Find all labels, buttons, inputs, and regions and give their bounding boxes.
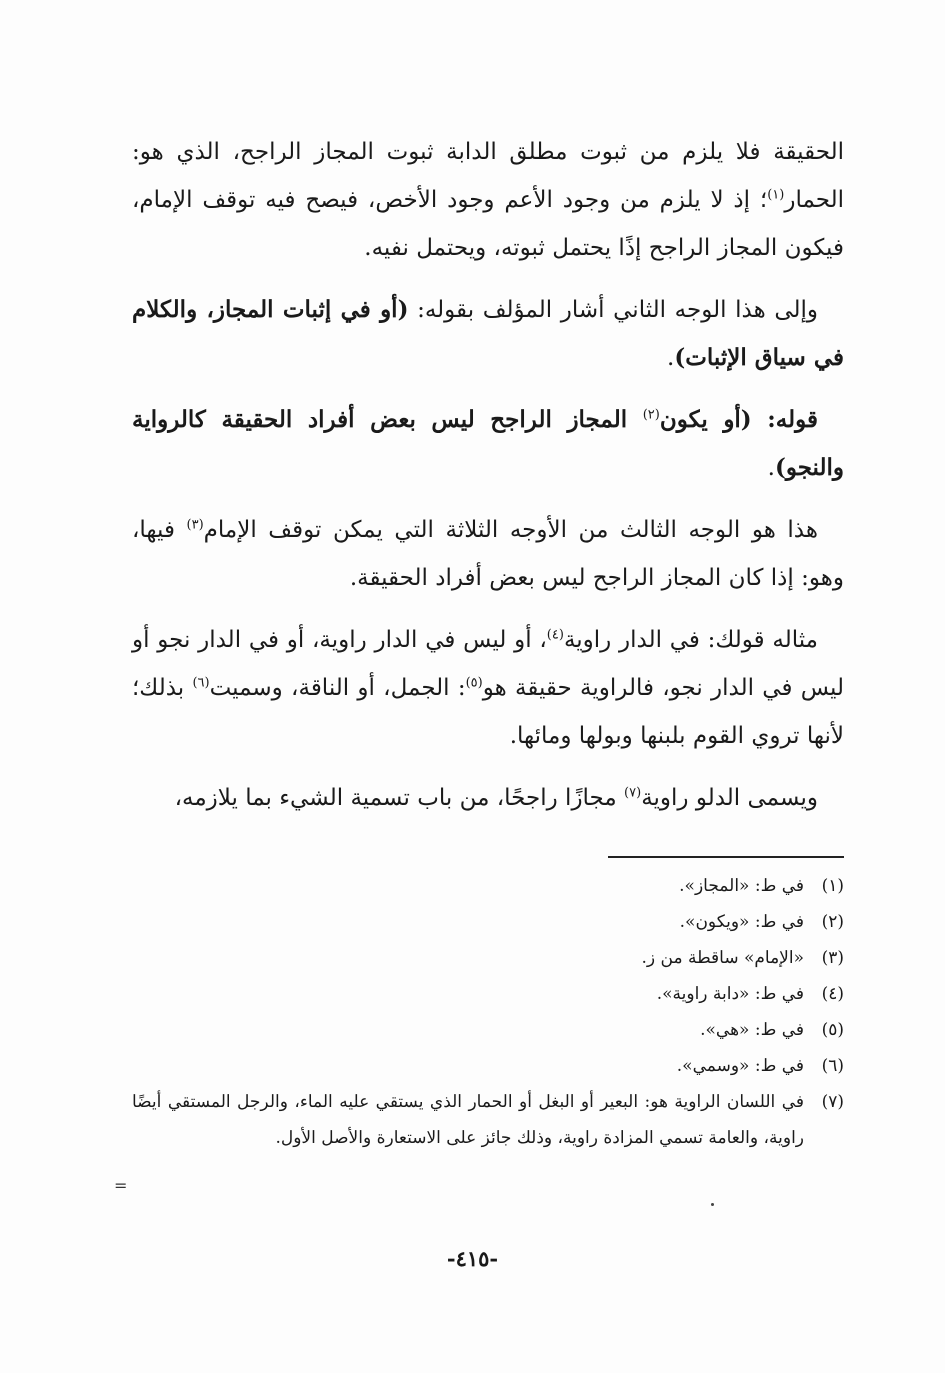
footnote-number: (٦) [821,1056,844,1076]
footnote-ref: (٧) [624,785,642,801]
footnote-text: في ط: «المجاز». [679,876,804,896]
footnote-number: (٣) [821,948,844,968]
text-segment: : الجمل، أو الناقة، وسميت [209,675,466,701]
text-segment: ، أو ليس في الدار راوية، أو في الدار نجو أو ليس في الدار نجو، فالراوية حقيقة هو [132,627,844,701]
text-segment: فيها، وهو: إذا كان المجاز الراجح ليس بعض أفراد الحقيقة. [132,517,844,591]
footnote-text: «الإمام» ساقطة من ز. [641,948,804,968]
footnote-text: في اللسان الراوية هو: البعير أو البغل أو الحمار الذي يستقي عليه الماء، والرجل المستقي أيضًا راوية، والعامة تسمي المزادة راوية، وذلك جائز على الاستعارة والأصل الأول. [132,1092,804,1148]
footnote-number: (٧) [821,1092,844,1112]
page-number: -٤١٥- [446,1246,499,1271]
paragraph-5 [132,616,844,760]
ink-dot [711,1203,714,1206]
footnote-item [132,904,844,940]
footnote-item [132,976,844,1012]
footnote-ref: (٢) [642,407,660,423]
text-segment: ؛ إذ لا يلزم من وجود الأعم وجود الأخص، فيصح فيه توقف الإمام، فيكون المجاز الراجح إذًا يحتمل ثبوته، ويحتمل نفيه. [132,187,844,261]
text-segment: هذا هو الوجه الثالث من الأوجه الثلاثة التي يمكن توقف الإمام [203,517,818,543]
footnote-item [132,940,844,976]
text-segment: وإلى هذا الوجه الثاني أشار المؤلف بقوله: [408,297,819,323]
footnotes [132,868,844,1156]
footnote-text: في ط: «هي». [700,1020,804,1040]
continuation-mark: = [114,1176,128,1195]
paragraph-6 [132,774,844,822]
quoted-matn: (أو في إثبات المجاز، والكلام في سياق الإثبات) [132,296,844,371]
footnote-item [132,1084,844,1156]
footnote-ref: (٣) [186,517,204,533]
text-segment: مجازًا راجحًا، من باب تسمية الشيء بما يلازمه، [174,785,625,811]
text-segment: ويسمى الدلو راوية [641,785,818,811]
text-segment: بذلك؛ لأنها تروي القوم بلبنها وبولها ومائها. [132,675,844,749]
footnote-separator [608,856,844,858]
text-segment: . [767,455,775,481]
paragraph-2 [132,286,844,382]
footnote-number: (٢) [821,912,844,932]
footnote-text: في ط: «ويكون». [679,912,804,932]
footnote-number: (٥) [821,1020,844,1040]
footnote-item [132,868,844,904]
qawluhu-label: قوله: [751,406,819,433]
paragraph-4 [132,506,844,602]
quoted-matn: (أو يكون [659,406,752,433]
footnote-number: (١) [821,876,844,896]
footnote-ref: (٤) [546,627,564,643]
footnote-ref: (٥) [465,675,483,691]
quoted-matn: المجاز الراجح ليس بعض أفراد الحقيقة كالرواية والنجو) [132,406,844,481]
footnote-ref: (٦) [192,675,210,691]
main-text [132,128,844,836]
paragraph-1 [132,128,844,272]
text-segment: مثاله قولك: في الدار راوية [563,627,819,653]
footnote-number: (٤) [821,984,844,1004]
footnote-text: في ط: «وسمي». [676,1056,804,1076]
footnote-ref: (١) [767,187,785,203]
footnote-item [132,1012,844,1048]
paragraph-3 [132,396,844,492]
footnote-text: في ط: «دابة راوية». [656,984,804,1004]
footnote-item [132,1048,844,1084]
text-segment: الحقيقة فلا يلزم من ثبوت مطلق الدابة ثبوت المجاز الراجح، الذي هو: الحمار [132,139,844,213]
text-segment: . [667,345,675,371]
